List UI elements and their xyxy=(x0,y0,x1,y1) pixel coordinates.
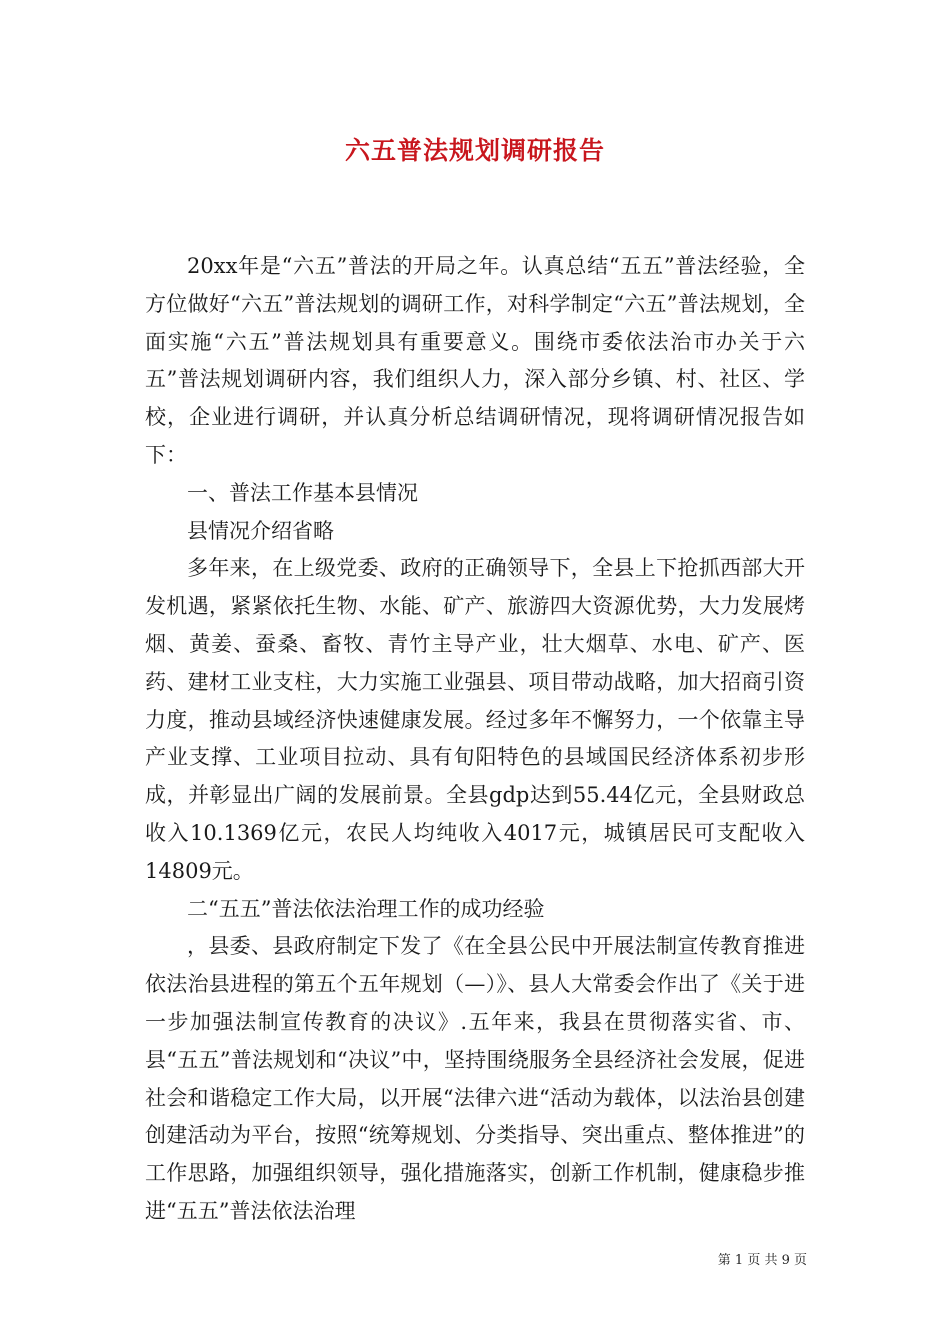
page-number: 第 1 页 共 9 页 xyxy=(717,1253,807,1268)
paragraph-intro: 20xx年是“六五”普法的开局之年。认真总结“五五”普法经验，全方位做好“六五”普法规划的调研工作，对科学制定“六五”普法规划，全面实施“六五”普法规划具有重要意义。围绕市委依法治市办关于六五”普法规划调研内容，我们组织人力，深入部分乡镇、村、社区、学校，企业进行调研，并认真分析总结调研情况，现将调研情况报告如下： xyxy=(145,254,805,467)
heading-section-1: 一、普法工作基本县情况 xyxy=(187,480,418,505)
paragraph-economy: 多年来，在上级党委、政府的正确领导下，全县上下抢抓西部大开发机遇，紧紧依托生物、水能、矿产、旅游四大资源优势，大力发展烤烟、黄姜、蚕桑、畜牧、青竹主导产业，壮大烟草、水电、矿产、医药、建材工业支柱，大力实施工业强县、项目带动战略，加大招商引资力度，推动县域经济快速健康发展。经过多年不懈努力，一个依靠主导产业支撑、工业项目拉动、具有旬阳特色的县域国民经济体系初步形成，并彰显出广阔的发展前景。全县gdp达到55.44亿元，全县财政总收入10.1369亿元，农民人均纯收入4017元，城镇居民可支配收入14809元。 xyxy=(145,556,805,883)
heading-section-2: 二“五五”普法依法治理工作的成功经验 xyxy=(187,896,545,921)
paragraph-experience: ，县委、县政府制定下发了《在全县公民中开展法制宣传教育推进依法治县进程的第五个五年规划（—）》、县人大常委会作出了《关于进一步加强法制宣传教育的决议》.五年来，我县在贯彻落实省、市、县“五五”普法规划和“决议”中，坚持围绕服务全县经济社会发展，促进社会和谐稳定工作大局，以开展“法律六进“活动为载体，以法治县创建创建活动为平台，按照“统筹规划、分类指导、突出重点、整体推进”的工作思路，加强组织领导，强化措施落实，创新工作机制，健康稳步推进“五五”普法依法治理 xyxy=(145,934,805,1223)
document-body xyxy=(145,248,805,1231)
document-title: 六五普法规划调研报告 xyxy=(344,136,605,165)
paragraph-county-intro: 县情况介绍省略 xyxy=(187,518,334,543)
